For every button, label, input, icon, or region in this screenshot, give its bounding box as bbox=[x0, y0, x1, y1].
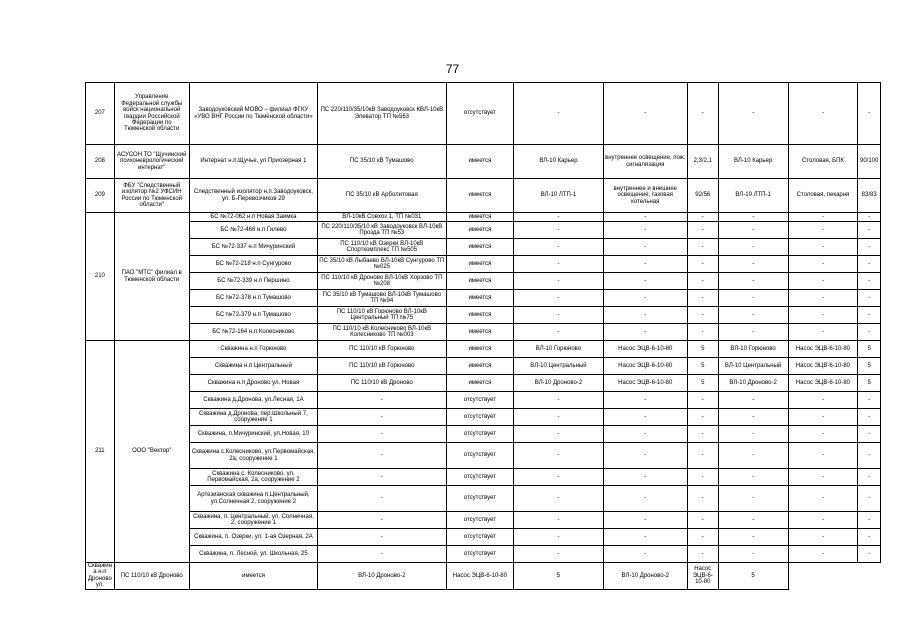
table-cell: отсутствует bbox=[446, 426, 514, 443]
table-cell: - bbox=[603, 290, 687, 307]
table-cell: отсутствует bbox=[446, 392, 514, 409]
table-cell: - bbox=[858, 392, 881, 409]
table-cell: отсутствует bbox=[446, 546, 514, 563]
table-cell: - bbox=[603, 222, 687, 239]
table-cell: ФБУ "Следственный изолятор №2 УФСИН России по Тюменской области" bbox=[114, 179, 189, 213]
table-cell: БС №72-378 н.п Тумашово bbox=[189, 290, 317, 307]
table-cell: - bbox=[514, 409, 603, 426]
table-cell: Скважина д.Дронова, ул.Лесная, 1А bbox=[189, 392, 317, 409]
table-cell: - bbox=[318, 443, 446, 469]
table-cell: ПС 220/110/35/10 кВ Заводоуковск ВЛ-10кВ Прозда ТП №53 bbox=[318, 222, 446, 239]
table-cell: - bbox=[718, 213, 788, 222]
table-cell: - bbox=[718, 409, 788, 426]
table-cell: ВЛ-10 Карьер bbox=[514, 145, 603, 179]
table-row bbox=[86, 307, 881, 324]
table-cell: - bbox=[788, 512, 858, 529]
table-cell: Насос ЭЦВ-6-10-80 bbox=[687, 563, 718, 590]
table-cell: - bbox=[687, 83, 718, 145]
table-cell: Скважина н.п Дроново ул. bbox=[86, 563, 115, 590]
table-cell: имеется bbox=[446, 256, 514, 273]
table-cell: Артезианская скважина п.Центральный, ул.Солнечная 2, сооружение 2 bbox=[189, 486, 317, 512]
table-cell: ВЛ-10 Горюново bbox=[514, 341, 603, 358]
table-cell: - bbox=[603, 307, 687, 324]
table-cell: 5 bbox=[858, 358, 881, 375]
table-cell: 5 bbox=[858, 375, 881, 392]
table-cell: 2,3/2,1 bbox=[687, 145, 718, 179]
table-cell: Скважина н.п Центральный bbox=[189, 358, 317, 375]
table-cell: - bbox=[687, 324, 718, 341]
table-cell: ВЛ-10кВ Совхоз 1, ТП №031 bbox=[318, 213, 446, 222]
table-cell: ВЛ-10 Дроново-2 bbox=[718, 375, 788, 392]
table-cell: - bbox=[858, 290, 881, 307]
table-cell: - bbox=[687, 392, 718, 409]
table-cell: - bbox=[318, 529, 446, 546]
table-cell: - bbox=[858, 213, 881, 222]
table-cell: - bbox=[603, 324, 687, 341]
table-cell: - bbox=[318, 512, 446, 529]
table-row bbox=[86, 563, 881, 590]
table-cell: 5 bbox=[687, 358, 718, 375]
table-cell: - bbox=[514, 512, 603, 529]
table-cell: - bbox=[788, 546, 858, 563]
table-cell: ООО "Вектор" bbox=[114, 341, 189, 563]
table-cell: имеется bbox=[446, 213, 514, 222]
table-cell: отсутствует bbox=[446, 469, 514, 486]
table-cell: - bbox=[687, 290, 718, 307]
table-cell: ПС 35/10 кВ Арболитовая bbox=[318, 179, 446, 213]
table-cell: - bbox=[718, 273, 788, 290]
table-cell: - bbox=[858, 529, 881, 546]
table-cell: ВЛ-10 Центральный bbox=[718, 358, 788, 375]
table-cell: - bbox=[788, 409, 858, 426]
table-cell: Скважина, п. Лесной, ул. Школьная, 25 bbox=[189, 546, 317, 563]
table-cell: Заводоуковский МОВО – филиал ФГКУ «УВО ВНГ России по Тюменской области» bbox=[189, 83, 317, 145]
table-cell: - bbox=[788, 239, 858, 256]
table-cell: - bbox=[718, 307, 788, 324]
table-cell: Насос ЭЦВ-6-10-80 bbox=[603, 358, 687, 375]
table-cell: Насос ЭЦВ-6-10-80 bbox=[603, 375, 687, 392]
table-cell: отсутствует bbox=[446, 443, 514, 469]
table-cell: отсутствует bbox=[446, 512, 514, 529]
table-cell: - bbox=[788, 469, 858, 486]
table-row bbox=[86, 222, 881, 239]
table-cell: - bbox=[788, 529, 858, 546]
table-cell: - bbox=[858, 273, 881, 290]
table-cell: имеется bbox=[189, 563, 317, 590]
table-cell: - bbox=[788, 392, 858, 409]
table-cell: - bbox=[514, 529, 603, 546]
table-cell: - bbox=[514, 443, 603, 469]
table-row bbox=[86, 486, 881, 512]
table-cell: Столовая, БПК bbox=[788, 145, 858, 179]
table-cell: - bbox=[788, 486, 858, 512]
table-cell: - bbox=[858, 426, 881, 443]
table-cell: ПС 110/10 кВ Дроново bbox=[114, 563, 189, 590]
table-cell: - bbox=[788, 443, 858, 469]
table-row bbox=[86, 358, 881, 375]
table-row bbox=[86, 273, 881, 290]
table-cell: - bbox=[514, 83, 603, 145]
table-cell: 5 bbox=[687, 341, 718, 358]
table-cell: имеется bbox=[446, 324, 514, 341]
table-cell: - bbox=[687, 486, 718, 512]
table-cell: ВЛ-10 Дроново-2 bbox=[318, 563, 446, 590]
table-cell: Насос ЭЦВ-6-10-80 bbox=[788, 358, 858, 375]
table-row bbox=[86, 83, 881, 145]
table-row bbox=[86, 546, 881, 563]
table-cell: - bbox=[687, 273, 718, 290]
table-cell: имеется bbox=[446, 358, 514, 375]
table-cell: - bbox=[603, 239, 687, 256]
table-cell: Столовая, пекарня bbox=[788, 179, 858, 213]
table-cell: - bbox=[687, 443, 718, 469]
table-cell: 5 bbox=[514, 563, 603, 590]
table-cell: - bbox=[603, 469, 687, 486]
table-cell: - bbox=[858, 307, 881, 324]
table-cell: ПС 110/10 кВ Озерки ВЛ-10кВ Спорткомплекс ТП №505 bbox=[318, 239, 446, 256]
table-cell: - bbox=[718, 512, 788, 529]
table-cell: - bbox=[603, 273, 687, 290]
table-cell: БС №72-218 н.п Сунгурово bbox=[189, 256, 317, 273]
table-cell: - bbox=[858, 512, 881, 529]
table-cell: - bbox=[718, 324, 788, 341]
table-cell: - bbox=[318, 486, 446, 512]
table-cell: - bbox=[687, 256, 718, 273]
table-cell: - bbox=[603, 83, 687, 145]
table-cell: 211 bbox=[86, 341, 115, 563]
table-row bbox=[86, 239, 881, 256]
table-cell: - bbox=[514, 290, 603, 307]
table-cell: - bbox=[858, 443, 881, 469]
table-cell: - bbox=[718, 443, 788, 469]
table-row bbox=[86, 179, 881, 213]
table-cell: - bbox=[603, 486, 687, 512]
table-cell: - bbox=[718, 392, 788, 409]
table-cell: АСУСОН ТО "Щучинский психоневрологический интернат" bbox=[114, 145, 189, 179]
table-cell: Скважина н.п Дроново ул. Новая bbox=[189, 375, 317, 392]
table-cell: - bbox=[514, 256, 603, 273]
table-row bbox=[86, 443, 881, 469]
table-cell: ПС 110/10 кВ Дроново ВЛ-10кВ Хорзово ТП №208 bbox=[318, 273, 446, 290]
table-cell: - bbox=[318, 426, 446, 443]
table-cell: - bbox=[788, 222, 858, 239]
page-number: 77 bbox=[445, 62, 460, 76]
table-cell: Скважина н.п Горюново bbox=[189, 341, 317, 358]
table-cell: - bbox=[858, 324, 881, 341]
table-cell: 5 bbox=[858, 341, 881, 358]
table-cell: - bbox=[858, 546, 881, 563]
table-cell: - bbox=[718, 529, 788, 546]
table-cell: БС №72-062 н.п Новая Заимка bbox=[189, 213, 317, 222]
table-cell: - bbox=[687, 213, 718, 222]
table-cell: - bbox=[788, 256, 858, 273]
table-cell: имеется bbox=[446, 239, 514, 256]
table-cell: 90/100 bbox=[858, 145, 881, 179]
table-row bbox=[86, 375, 881, 392]
table-cell: - bbox=[718, 239, 788, 256]
data-table bbox=[85, 82, 881, 590]
table-cell: имеется bbox=[446, 290, 514, 307]
table-row bbox=[86, 324, 881, 341]
table-cell: Следственный изолятор н.п.Заводоуковск, ул. Б-Перевозчиков 29 bbox=[189, 179, 317, 213]
table-row bbox=[86, 469, 881, 486]
table-cell: - bbox=[687, 512, 718, 529]
table-cell: - bbox=[514, 307, 603, 324]
table-row bbox=[86, 512, 881, 529]
table-cell: Скважина, п. Центральный, ул. Солнечная, 2, сооружение 1 bbox=[189, 512, 317, 529]
table-cell: - bbox=[687, 239, 718, 256]
table-cell: - bbox=[514, 324, 603, 341]
table-cell: имеется bbox=[446, 307, 514, 324]
table-cell: имеется bbox=[446, 179, 514, 213]
table-cell: - bbox=[788, 273, 858, 290]
table-cell: 207 bbox=[86, 83, 115, 145]
table-cell: Интернат н.п.Щучье, ул Приозерная 1 bbox=[189, 145, 317, 179]
table-cell: - bbox=[514, 239, 603, 256]
table-cell: БС №72-339 н.п Першино bbox=[189, 273, 317, 290]
table-cell: Управление Федеральной службы войск национальной гвардии Российской Федерации по Тюменской области bbox=[114, 83, 189, 145]
table-cell: отсутствует bbox=[446, 409, 514, 426]
table-cell: ПС 110/10 кВ Горюново bbox=[318, 358, 446, 375]
table-cell: ВЛ-10 Дроново-2 bbox=[514, 375, 603, 392]
table-cell: - bbox=[514, 213, 603, 222]
table-cell: 92/56 bbox=[687, 179, 718, 213]
table-cell: Насос ЭЦВ-6-10-80 bbox=[603, 341, 687, 358]
table-cell: Насос ЭЦВ-6-10-80 bbox=[446, 563, 514, 590]
table-cell: - bbox=[858, 409, 881, 426]
table-row bbox=[86, 290, 881, 307]
table-cell: - bbox=[514, 426, 603, 443]
table-cell: Скважина с.Колесниково, ул.Первомайская, 2а, сооружение 1 bbox=[189, 443, 317, 469]
table-cell: ВЛ-10 Дроново-2 bbox=[603, 563, 687, 590]
table-row bbox=[86, 256, 881, 273]
table-cell: ПС 110/10 кВ Горюново ВЛ-10кВ Центральный ТП №75 bbox=[318, 307, 446, 324]
table-cell: - bbox=[858, 222, 881, 239]
table-cell: - bbox=[687, 469, 718, 486]
table-cell: - bbox=[318, 469, 446, 486]
table-cell: - bbox=[687, 426, 718, 443]
table-cell: Скважина д.Дронова, пер.Школьный 7, сооружение 1 bbox=[189, 409, 317, 426]
table-cell: 5 bbox=[718, 563, 788, 590]
table-cell: - bbox=[687, 546, 718, 563]
table-cell: внутреннее и внешнее освещение, газовая котельная bbox=[603, 179, 687, 213]
table-cell: - bbox=[603, 392, 687, 409]
table-cell: - bbox=[718, 469, 788, 486]
table-cell: ПС 220/110/35/10кВ Заводоуковск КВЛ-10кВ Элеватор ТП №563 bbox=[318, 83, 446, 145]
table-cell: отсутствует bbox=[446, 529, 514, 546]
table-cell: - bbox=[858, 256, 881, 273]
table-cell: - bbox=[858, 239, 881, 256]
table-cell: - bbox=[514, 469, 603, 486]
table-cell: отсутствует bbox=[446, 83, 514, 145]
table-cell: внутреннее освещение, пож. сигнализация bbox=[603, 145, 687, 179]
table-cell: имеется bbox=[446, 341, 514, 358]
table-row bbox=[86, 145, 881, 179]
table-cell: ВЛ-10 Центральный bbox=[514, 358, 603, 375]
table-cell: ВЛ-10 Горюново bbox=[718, 341, 788, 358]
table-cell: - bbox=[858, 486, 881, 512]
table-cell: Скважина, п. Озерки, ул. 1-ая Озерная, 2А bbox=[189, 529, 317, 546]
table-cell: ПАО "МТС" филиал в Тюменской области bbox=[114, 213, 189, 341]
table-cell: Насос ЭЦВ-6-10-80 bbox=[788, 341, 858, 358]
table-cell: ПС 110/10 кВ Горюново bbox=[318, 341, 446, 358]
table-cell: - bbox=[603, 213, 687, 222]
table-cell: - bbox=[858, 469, 881, 486]
table-cell: ПС 110/10 кВ Дроново bbox=[318, 375, 446, 392]
table-cell: БС №72-164 н.п Колесниково bbox=[189, 324, 317, 341]
table-row bbox=[86, 341, 881, 358]
table-cell: - bbox=[788, 290, 858, 307]
table-cell: имеется bbox=[446, 375, 514, 392]
table-cell: Скважина, п.Мичуринский, ул.Новая, 10 bbox=[189, 426, 317, 443]
table-cell: 83/83 bbox=[858, 179, 881, 213]
table-cell: - bbox=[687, 409, 718, 426]
table-cell: ВЛ-10 ЛТП-1 bbox=[514, 179, 603, 213]
table-cell: БС №72-379 н.п Тумашово bbox=[189, 307, 317, 324]
table-cell: Скважина с. Колесниково, ул. Первомайская, 2а, сооружение 2 bbox=[189, 469, 317, 486]
table-cell: - bbox=[603, 256, 687, 273]
table-cell: 210 bbox=[86, 213, 115, 341]
table-cell: - bbox=[718, 256, 788, 273]
table-cell: - bbox=[603, 512, 687, 529]
table-cell: - bbox=[718, 83, 788, 145]
table-cell: - bbox=[788, 307, 858, 324]
table-cell: - bbox=[603, 529, 687, 546]
table-cell: ПС 110/10 кВ Колесниково ВЛ-10кВ Колесниково ТП №003 bbox=[318, 324, 446, 341]
table-row bbox=[86, 426, 881, 443]
table-row bbox=[86, 529, 881, 546]
table-cell: ВЛ-10 Карьер bbox=[718, 145, 788, 179]
table-cell: имеется bbox=[446, 145, 514, 179]
table-cell: - bbox=[514, 392, 603, 409]
table-cell: - bbox=[718, 290, 788, 307]
table-cell: Насос ЭЦВ-6-10-80 bbox=[788, 375, 858, 392]
table-cell: - bbox=[687, 307, 718, 324]
table-cell: - bbox=[788, 213, 858, 222]
table-cell: - bbox=[603, 443, 687, 469]
table-cell: - bbox=[858, 83, 881, 145]
table-cell: - bbox=[603, 426, 687, 443]
table-cell: - bbox=[514, 222, 603, 239]
table-cell: ПС 35/10 кВ Тумашово ВЛ-10кВ Тумашово ТП №94 bbox=[318, 290, 446, 307]
table-cell: - bbox=[718, 546, 788, 563]
table-cell: 209 bbox=[86, 179, 115, 213]
table-cell: - bbox=[514, 273, 603, 290]
table-cell: имеется bbox=[446, 273, 514, 290]
table-cell: - bbox=[318, 409, 446, 426]
table-cell: - bbox=[514, 486, 603, 512]
table-cell: ПС 35/10 кВ Лыбаево ВЛ-10кВ Сунгурово ТП №025 bbox=[318, 256, 446, 273]
table-cell: - bbox=[718, 426, 788, 443]
table-cell: - bbox=[788, 324, 858, 341]
table-cell: - bbox=[687, 529, 718, 546]
table-cell: ПС 35/10 кВ Тумашово bbox=[318, 145, 446, 179]
table-cell: - bbox=[318, 392, 446, 409]
table-cell: отсутствует bbox=[446, 486, 514, 512]
table-cell: 208 bbox=[86, 145, 115, 179]
table-cell: - bbox=[318, 546, 446, 563]
table-cell: ВЛ-10 ЛТП-1 bbox=[718, 179, 788, 213]
table-cell: - bbox=[718, 222, 788, 239]
table-row bbox=[86, 409, 881, 426]
table-cell: 5 bbox=[687, 375, 718, 392]
table-cell: - bbox=[788, 83, 858, 145]
table-cell: - bbox=[603, 546, 687, 563]
table-cell: - bbox=[603, 409, 687, 426]
table-cell: БС №72-337 н.п Мичуринский bbox=[189, 239, 317, 256]
table-row bbox=[86, 213, 881, 222]
table-cell: - bbox=[687, 222, 718, 239]
table-row bbox=[86, 392, 881, 409]
table-cell: - bbox=[514, 546, 603, 563]
table-cell: - bbox=[718, 486, 788, 512]
table-cell: - bbox=[788, 426, 858, 443]
table-cell: имеется bbox=[446, 222, 514, 239]
table-cell: БС №72-468 н.п Гилево bbox=[189, 222, 317, 239]
